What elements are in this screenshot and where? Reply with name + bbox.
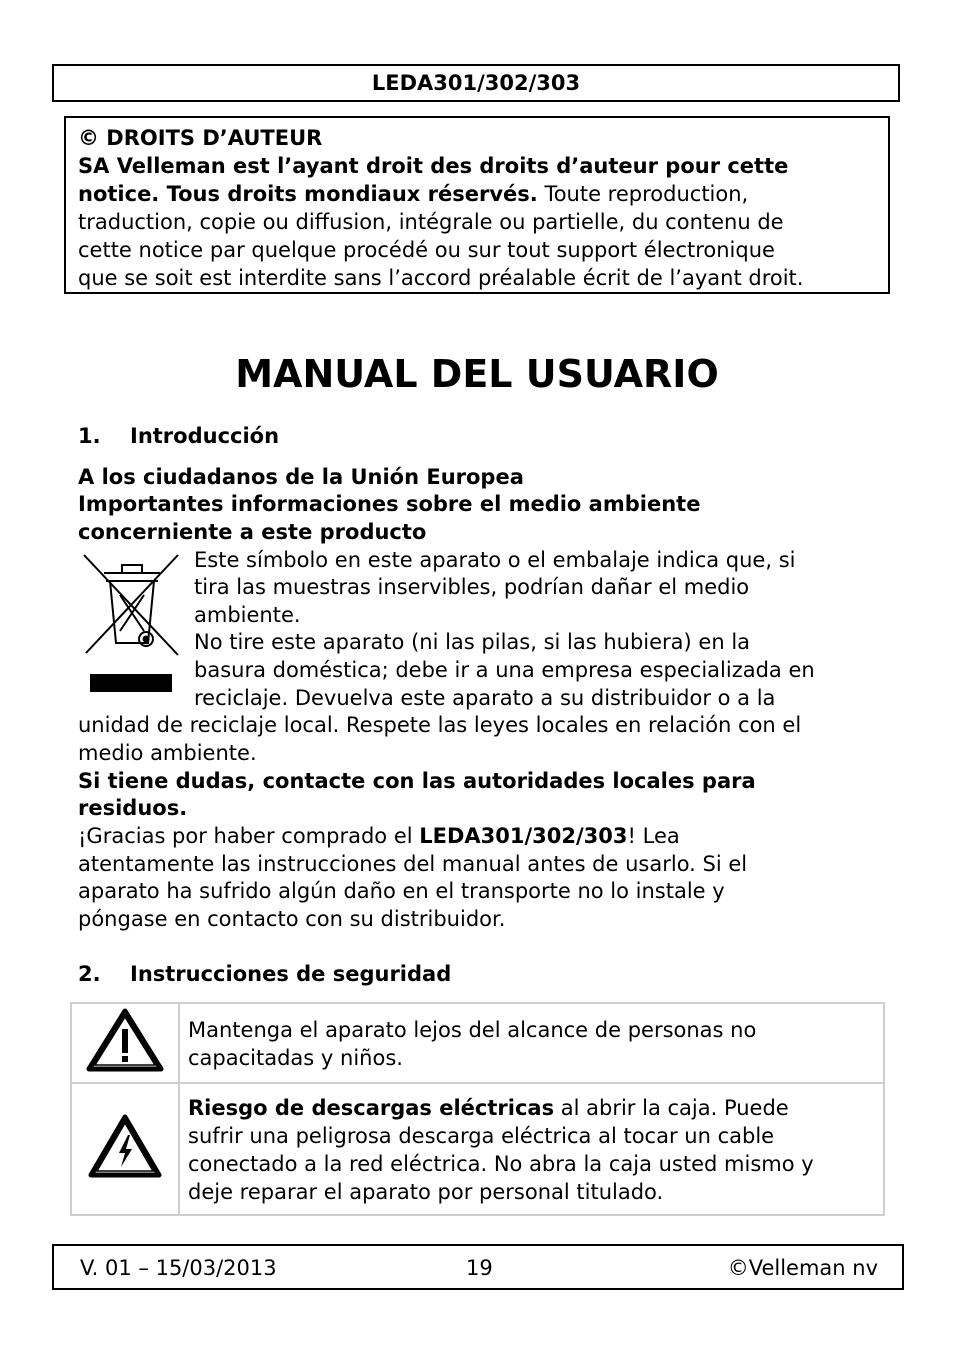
safety-row xyxy=(71,1003,884,1083)
safety-text: sufrir una peligrosa descarga eléctrica al tocar un cable xyxy=(188,1124,775,1148)
copyright-text: Toute reproduction, xyxy=(537,182,749,206)
thanks-text: póngase en contacto con su distribuidor. xyxy=(78,907,506,931)
body-text: unidad de reciclaje local. Respete las leyes locales en relación con el xyxy=(78,713,802,737)
safety-text: deje reparar el aparato por personal titulado. xyxy=(188,1180,664,1204)
safety-text-cell xyxy=(179,1083,884,1215)
section-heading-introduction xyxy=(78,424,279,448)
thanks-text: atentamente las instrucciones del manual antes de usarlo. Si el xyxy=(78,852,748,876)
footer-copyright: ©Velleman nv xyxy=(727,1256,878,1280)
crossed-out-wheelie-bin-icon xyxy=(80,551,184,696)
safety-text-rest: al abrir la caja. Puede xyxy=(554,1096,789,1120)
copyright-line: traduction, copie ou diffusion, intégrale ou partielle, du contenu de xyxy=(78,210,784,234)
eu-heading: A los ciudadanos de la Unión Europea xyxy=(78,465,524,489)
section-heading-safety xyxy=(78,962,451,986)
safety-text-cell xyxy=(179,1003,884,1083)
body-text: basura doméstica; debe ir a una empresa especializada en xyxy=(194,658,815,682)
copyright-line: que se soit est interdite sans l’accord préalable écrit de l’ayant droit. xyxy=(78,266,804,290)
body-text: Este símbolo en este aparato o el embalaje indica que, si xyxy=(194,548,796,572)
document-header xyxy=(52,64,900,102)
copyright-line: cette notice par quelque procédé ou sur tout support électronique xyxy=(78,238,775,262)
footer-version: V. 01 – 15/03/2013 xyxy=(80,1256,277,1280)
section-number: 1. xyxy=(78,424,101,448)
safety-bold-text: Riesgo de descargas eléctricas xyxy=(188,1096,555,1120)
contact-authorities-note: Si tiene dudas, contacte con las autoridades locales para xyxy=(78,769,756,793)
contact-authorities-note: residuos. xyxy=(78,796,188,820)
document-footer xyxy=(52,1244,904,1290)
copyright-line: SA Velleman est l’ayant droit des droits d’auteur pour cette xyxy=(78,154,789,178)
section-title: Instrucciones de seguridad xyxy=(130,962,452,986)
body-text: No tire este aparato (ni las pilas, si las hubiera) en la xyxy=(194,630,751,654)
model-label: LEDA301/302/303 xyxy=(371,71,581,95)
copyright-heading: © DROITS D’AUTEUR xyxy=(78,126,323,150)
section-number: 2. xyxy=(78,962,101,986)
thanks-model: LEDA301/302/303 xyxy=(419,824,628,848)
eu-heading: concerniente a este producto xyxy=(78,520,427,544)
safety-text: conectado a la red eléctrica. No abra la caja usted mismo y xyxy=(188,1152,814,1176)
safety-icon-cell xyxy=(71,1083,179,1215)
warning-exclamation-icon xyxy=(86,1007,164,1073)
page-title: MANUAL DEL USUARIO xyxy=(235,352,719,396)
safety-row xyxy=(71,1083,884,1215)
thanks-prefix: ¡Gracias por haber comprado el xyxy=(78,824,420,848)
copyright-notice xyxy=(64,116,890,294)
thanks-suffix: ! Lea xyxy=(627,824,680,848)
eu-heading: Importantes informaciones sobre el medio ambiente xyxy=(78,492,701,516)
copyright-bold-text: notice. Tous droits mondiaux réservés. xyxy=(78,182,538,206)
body-text: medio ambiente. xyxy=(78,741,257,765)
section-title: Introducción xyxy=(130,424,280,448)
body-text: reciclaje. Devuelva este aparato a su distribuidor o a la xyxy=(194,686,776,710)
body-text: ambiente. xyxy=(194,603,301,627)
safety-text: Mantenga el aparato lejos del alcance de personas no xyxy=(188,1018,757,1042)
footer-page-number: 19 xyxy=(466,1256,493,1280)
copyright-line xyxy=(78,180,888,208)
thanks-text xyxy=(78,824,680,848)
safety-icon-cell xyxy=(71,1003,179,1083)
thanks-text: aparato ha sufrido algún daño en el transporte no lo instale y xyxy=(78,879,725,903)
electric-shock-warning-icon xyxy=(88,1113,162,1179)
safety-text: capacitadas y niños. xyxy=(188,1046,403,1070)
safety-table xyxy=(70,1002,885,1216)
safety-text xyxy=(188,1094,877,1122)
body-text: tira las muestras inservibles, podrían dañar el medio xyxy=(194,575,750,599)
